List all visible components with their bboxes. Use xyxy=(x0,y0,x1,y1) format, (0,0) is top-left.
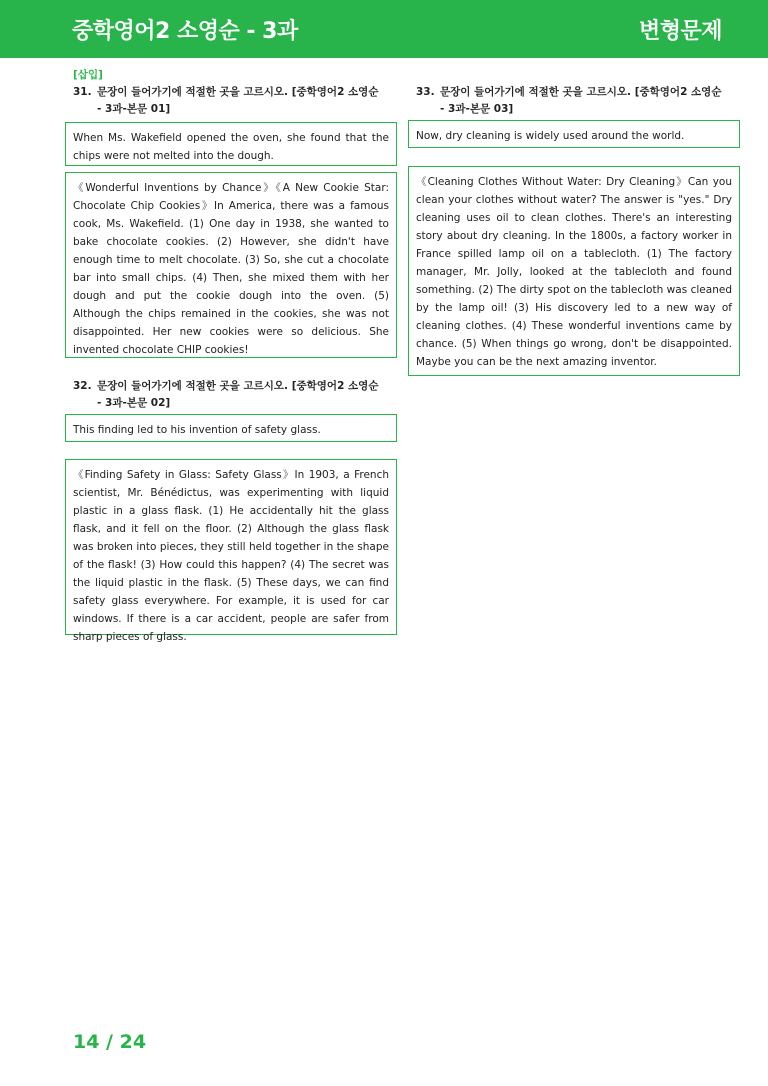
insert-sentence-box: Now, dry cleaning is widely used around the world. xyxy=(408,120,740,148)
passage-box: 《Finding Safety in Glass: Safety Glass》In 1903, a French scientist, Mr. Bénédictus, was experimenting with liquid plastic in a glass flask. (1) He accidentally hit the glass flask, and it fell on the floor. (2) Although the glass flask was broken into pieces, they still held together in the shape of the flask! (3) How could this happen? (4) The secret was the liquid plastic in the flask. (5) These days, we can find safety glass everywhere. For example, it is used for car windows. If there is a car accident, people are safer from sharp pieces of glass. xyxy=(65,459,397,635)
header-label: 변형문제 xyxy=(638,19,722,44)
insert-sentence-box: This finding led to his invention of safety glass. xyxy=(65,414,397,442)
question-source: - 3과-본문 01] xyxy=(97,103,171,115)
question-32-heading xyxy=(73,378,393,412)
question-number: 33. xyxy=(416,86,435,98)
question-number: 31. xyxy=(73,86,92,98)
question-source: - 3과-본문 03] xyxy=(440,103,514,115)
question-prompt: 문장이 들어가기에 적절한 곳을 고르시오. [중학영어2 소영순 xyxy=(440,86,722,98)
passage-box: 《Wonderful Inventions by Chance》《A New Cookie Star: Chocolate Chip Cookies》In America, there was a famous cook, Ms. Wakefield. (1) One day in 1938, she wanted to bake chocolate cookies. (2) However, she didn't have enough time to melt chocolate. (3) So, she cut a chocolate bar into small chips. (4) Then, she mixed them with her dough and put the cookie dough into the oven. (5) Although the chips remained in the cookies, she was not disappointed. Her new cookies were so delicious. She invented chocolate CHIP cookies! xyxy=(65,172,397,358)
question-33-heading xyxy=(416,84,736,118)
section-tag: [삽입] xyxy=(73,69,103,81)
question-prompt: 문장이 들어가기에 적절한 곳을 고르시오. [중학영어2 소영순 xyxy=(97,86,379,98)
page-number: 14 / 24 xyxy=(73,1031,147,1053)
header-title: 중학영어2 소영순 - 3과 xyxy=(72,19,298,44)
question-prompt: 문장이 들어가기에 적절한 곳을 고르시오. [중학영어2 소영순 xyxy=(97,380,379,392)
insert-sentence-box: When Ms. Wakefield opened the oven, she found that the chips were not melted into the dough. xyxy=(65,122,397,166)
question-source: - 3과-본문 02] xyxy=(97,397,171,409)
page-header xyxy=(0,0,768,58)
passage-box: 《Cleaning Clothes Without Water: Dry Cleaning》Can you clean your clothes without water? The answer is "yes." Dry cleaning uses oil to clean clothes. There's an interesting story about dry cleaning. In the 1800s, a factory worker in France spilled lamp oil on a tablecloth. (1) The factory manager, Mr. Jolly, looked at the tablecloth and found something. (2) The dirty spot on the tablecloth was cleaned by the lamp oil! (3) His discovery led to a new way of cleaning clothes. (4) These wonderful inventions came by chance. (5) When things go wrong, don't be disappointed. Maybe you can be the next amazing inventor. xyxy=(408,166,740,376)
question-31-heading xyxy=(73,84,393,118)
question-number: 32. xyxy=(73,380,92,392)
